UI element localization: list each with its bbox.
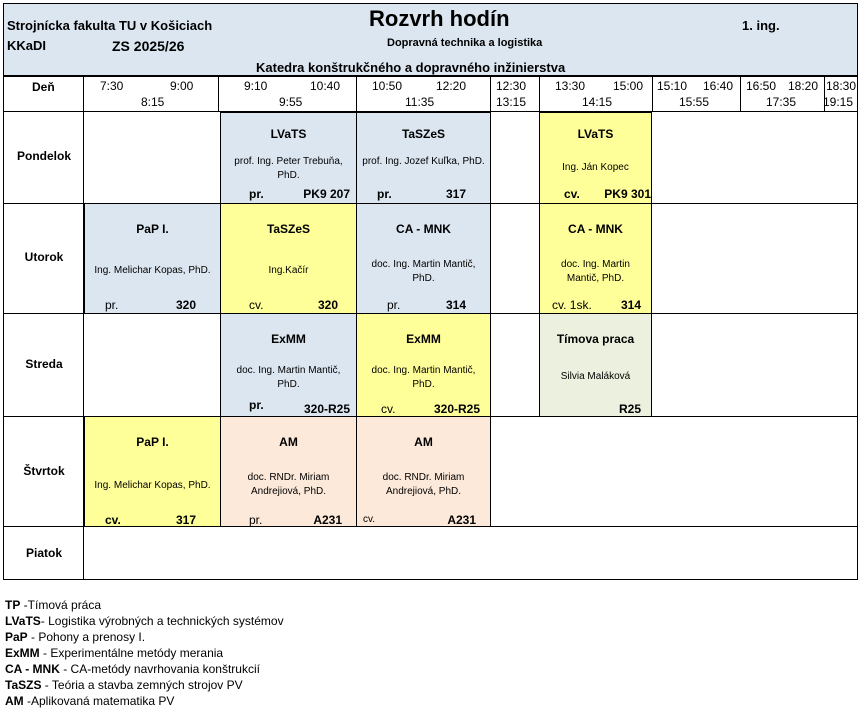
time-label: 11:35 — [405, 95, 435, 109]
study-program: Dopravná technika a logistika — [387, 37, 543, 49]
department-name: Katedra konštrukčného a dopravného inžinierstva — [256, 60, 566, 75]
abbreviation-legend — [5, 597, 284, 709]
legend-item: LVaTS- Logistika výrobných a technických systémov — [5, 614, 284, 628]
course-title: LVaTS — [270, 127, 307, 141]
time-label: 14:15 — [582, 95, 613, 109]
course-room: A231 — [313, 513, 342, 527]
time-label: 15:10 — [657, 79, 688, 93]
time-label: 10:40 — [310, 79, 341, 93]
course-room: A231 — [447, 513, 476, 527]
time-label: 12:30 — [496, 79, 527, 93]
course-type: cv. — [105, 513, 121, 527]
course-title: TaSZeS — [401, 127, 446, 141]
day-label-monday: Pondelok — [16, 149, 71, 163]
course-block-ca-mnk-lecture[interactable] — [356, 203, 491, 314]
course-type: pr. — [249, 513, 263, 527]
course-type: cv. — [249, 298, 264, 312]
course-teacher: doc. RNDr. Miriam Andrejiová, PhD. — [247, 472, 330, 497]
time-label: 8:15 — [141, 95, 165, 109]
day-label-wednesday: Streda — [25, 357, 63, 371]
time-label: 9:00 — [170, 79, 194, 93]
time-label: 12:20 — [436, 79, 467, 93]
legend-item: CA - MNK - CA-metódy navrhovania konštrukcií — [5, 662, 260, 676]
course-block-pap-lecture[interactable] — [84, 203, 221, 314]
column-separator — [539, 77, 540, 112]
course-type: pr. — [377, 187, 392, 201]
legend-item: AM -Aplikovaná matematika PV — [5, 694, 175, 708]
time-label: 9:55 — [279, 95, 303, 109]
course-room: 314 — [445, 298, 466, 312]
course-room: 314 — [620, 298, 641, 312]
course-teacher: Ing. Melichar Kopas, PhD. — [94, 480, 211, 491]
time-label: 15:55 — [679, 95, 710, 109]
course-title: AM — [414, 435, 433, 449]
course-room: PK9 207 — [303, 187, 350, 201]
course-teacher: prof. Ing. Peter Trebuňa, PhD. — [234, 156, 343, 181]
semester: ZS 2025/26 — [112, 38, 185, 54]
course-room: 317 — [445, 187, 466, 201]
course-teacher: Ing.Kačír — [268, 265, 309, 276]
column-separator — [652, 77, 653, 112]
time-label: 17:35 — [766, 95, 797, 109]
course-title: ExMM — [271, 332, 306, 346]
course-teacher: doc. Ing. Martin Mantič, PhD. — [371, 259, 476, 284]
department-code: KKaDI — [7, 38, 47, 53]
course-teacher: prof. Ing. Jozef Kuľka, PhD. — [362, 156, 485, 167]
course-title: CA - MNK — [396, 222, 451, 236]
course-block-team-project[interactable] — [539, 313, 652, 417]
time-label: 18:20 — [788, 79, 819, 93]
time-label: 19:15 — [823, 95, 854, 109]
course-title: CA - MNK — [568, 222, 623, 236]
column-separator — [218, 77, 219, 112]
course-block-taszes-exercise[interactable] — [220, 203, 357, 314]
day-label-tuesday: Utorok — [24, 250, 64, 264]
course-teacher: doc. RNDr. Miriam Andrejiová, PhD. — [382, 472, 465, 497]
time-label: 15:00 — [613, 79, 644, 93]
course-room: 320 — [175, 298, 196, 312]
course-type: cv. 1sk. — [552, 298, 592, 312]
course-title: PaP I. — [136, 222, 169, 236]
course-type: cv. — [564, 187, 580, 201]
time-label: 10:50 — [372, 79, 403, 93]
time-label: 13:30 — [555, 79, 586, 93]
legend-item: PaP - Pohony a prenosy I. — [5, 630, 146, 644]
course-title: Tímova praca — [556, 332, 635, 346]
course-teacher: Ing. Melichar Kopas, PhD. — [94, 265, 211, 276]
course-type: pr. — [249, 398, 264, 412]
day-label-friday: Piatok — [25, 546, 62, 560]
course-room: 320-R25 — [303, 402, 350, 416]
day-label-thursday: Štvrtok — [23, 464, 65, 478]
time-label: 7:30 — [100, 79, 124, 93]
course-type: pr. — [249, 187, 264, 201]
course-block-pap-exercise[interactable] — [84, 416, 221, 527]
course-title: ExMM — [406, 332, 441, 346]
course-teacher: doc. Ing. Martin Mantič, PhD. — [236, 365, 341, 390]
course-block-exmm-exercise[interactable] — [356, 313, 491, 417]
time-label: 16:40 — [703, 79, 734, 93]
page-title: Rozvrh hodín — [369, 6, 510, 31]
column-separator — [356, 77, 357, 112]
day-column-header: Deň — [32, 80, 55, 94]
time-label: 13:15 — [496, 95, 527, 109]
course-title: PaP I. — [136, 435, 169, 449]
course-teacher: doc. Ing. Martin Mantič, PhD. — [561, 259, 630, 284]
course-room: PK9 301 — [604, 187, 651, 201]
course-type: pr. — [105, 298, 119, 312]
time-label: 16:50 — [746, 79, 777, 93]
course-block-exmm-lecture[interactable] — [220, 313, 357, 417]
course-title: LVaTS — [577, 127, 614, 141]
course-teacher: Ing. Ján Kopec — [562, 162, 629, 173]
course-block-ca-mnk-exercise[interactable] — [539, 203, 652, 314]
course-type: cv. — [381, 402, 396, 416]
timetable-grid — [3, 76, 858, 580]
course-block-am-exercise[interactable] — [356, 416, 491, 527]
legend-item: ExMM - Experimentálne metódy merania — [5, 646, 224, 660]
course-title: AM — [279, 435, 298, 449]
faculty-name: Strojnícka fakulta TU v Košiciach — [7, 18, 213, 33]
course-room: 317 — [175, 513, 196, 527]
course-type: cv. — [363, 514, 376, 525]
course-type: pr. — [387, 298, 401, 312]
course-room: 320-R25 — [433, 402, 480, 416]
time-label: 18:30 — [826, 79, 857, 93]
course-block-lvats-exercise[interactable] — [539, 112, 652, 204]
time-label: 9:10 — [244, 79, 268, 93]
study-year: 1. ing. — [742, 18, 780, 33]
schedule-header — [3, 3, 858, 76]
course-room: 320 — [317, 298, 338, 312]
legend-item: TP -Tímová práca — [5, 598, 102, 612]
course-teacher: doc. Ing. Martin Mantič, PhD. — [371, 365, 476, 390]
course-room: R25 — [618, 402, 641, 416]
column-separator — [740, 77, 741, 112]
course-block-taszes-lecture[interactable] — [356, 112, 491, 204]
course-block-lvats-lecture[interactable] — [220, 112, 357, 204]
legend-item: TaSZS - Teória a stavba zemných strojov PV — [5, 678, 243, 692]
course-teacher: Silvia Maláková — [560, 371, 631, 382]
course-title: TaSZeS — [266, 222, 311, 236]
column-separator — [490, 77, 491, 112]
course-block-am-lecture[interactable] — [220, 416, 357, 527]
